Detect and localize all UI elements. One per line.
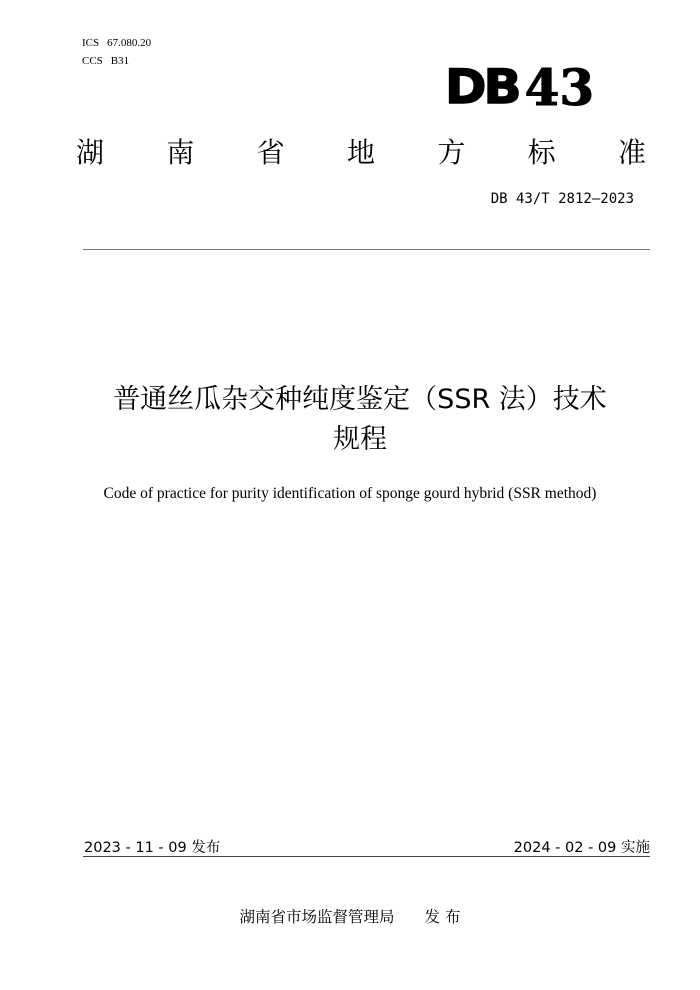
ics-line: [82, 34, 151, 52]
standard-type-char: 准: [617, 136, 646, 169]
ccs-code: B31: [110, 55, 130, 67]
standard-type-char: 地: [346, 136, 375, 169]
standard-type-char: 省: [256, 136, 285, 169]
footer-divider: [83, 856, 650, 857]
ccs-label: CCS: [82, 55, 103, 67]
standard-type-heading: [76, 134, 646, 172]
header-divider: [83, 249, 650, 250]
document-title: [40, 380, 680, 460]
db43-logo: [445, 52, 610, 122]
implementation-date: 2024 - 02 - 09 实施: [513, 840, 650, 856]
ccs-line: [82, 52, 151, 70]
publisher-name: 湖南省市场监督管理局: [239, 908, 395, 926]
logo-number: 43: [524, 57, 595, 117]
release-date: 2023 - 11 - 09 发布: [84, 840, 221, 856]
title-line-1: 普通丝瓜杂交种纯度鉴定（SSR 法）技术: [113, 384, 607, 415]
title-line-2: 规程: [333, 424, 387, 455]
ics-code: 67.080.20: [107, 37, 152, 49]
standard-type-char: 方: [437, 136, 466, 169]
standard-type-char: 湖: [76, 136, 105, 169]
logo-prefix: DB: [445, 59, 519, 115]
publisher-line: [0, 905, 700, 927]
standard-type-char: 标: [527, 136, 556, 169]
standard-type-char: 南: [166, 136, 195, 169]
standard-number: DB 43/T 2812—2023: [490, 191, 634, 207]
publisher-action: 发 布: [424, 908, 461, 926]
classification-codes: [82, 34, 151, 70]
english-title: Code of practice for purity identification of sponge gourd hybrid (SSR method): [103, 485, 597, 502]
ics-label: ICS: [82, 37, 100, 49]
